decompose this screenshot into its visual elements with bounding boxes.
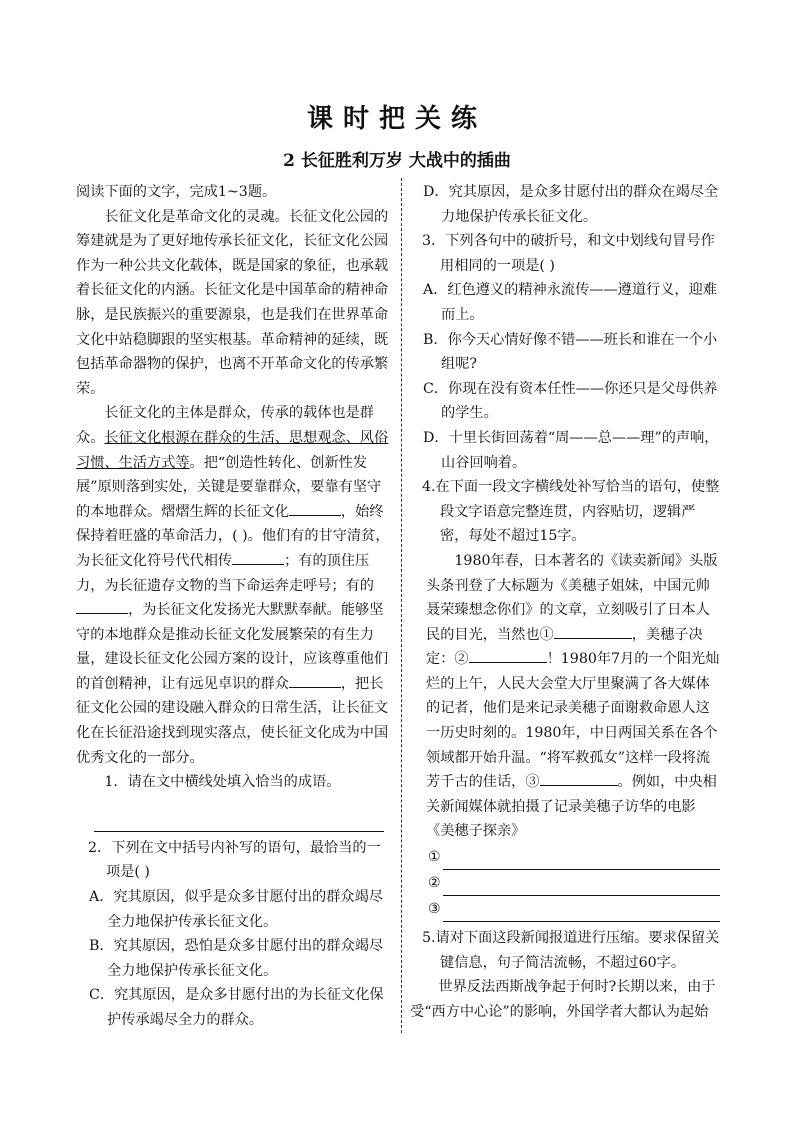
answer-line[interactable] [443,853,720,870]
answer-row-3 [410,896,720,922]
q3-option-d[interactable]: D．十里长街回荡着“周——总——理”的声响，山谷回响着。 [423,429,719,471]
blank-line[interactable] [232,550,284,565]
blank-line[interactable] [469,648,547,663]
q2-option-d[interactable]: D．究其原因，是众多甘愿付出的群众在竭尽全力地保护传承长征文化。 [423,184,719,225]
q4-passage [410,549,720,844]
q4-text-c: ！1980年7月的一个阳光灿烂的上午，人民大会堂大厅里聚满了各大媒体的记者，他们是来记录美穗子面谢救命恩人这一历史时刻的。1980年，中日两国关系在各个领域都开始升温。“将军救孤女”这样一段将流芳千古的佳话，③ [426,651,720,791]
q5-passage: 世界反法西斯战争起于何时?长期以来，由于受“西方中心论”的影响，外国学者大都认为起始 [410,979,716,1020]
passage-paragraph-2 [76,401,392,770]
q2-option-c[interactable]: C．究其原因，是众多甘愿付出的为长征文化保护传承竭尽全力的群众。 [89,987,384,1028]
column-divider [401,178,402,1033]
left-column [76,180,392,1033]
para2-text-e: ，为长征文化发扬光大默默奉献。能够坚守的本地群众是推动长征文化发展繁荣的有生力量，建设长征文化公园方案的设计，应该尊重他们的首创精神，让有远见卓识的群众 [76,602,389,692]
fill-mark-1: ① [428,849,441,866]
question-4: 4.在下面一段文字横线处补写恰当的语句，使整段文字语意完整连贯，内容贴切，逻辑严密，每处不超过15字。 [422,479,720,545]
right-column [410,180,720,1024]
para2-text-a: 长征文化的主体是群众，传承的载体也是群众。 [76,405,374,446]
blank-line[interactable] [289,673,341,688]
page-title: 课时把关练 [306,104,487,134]
answer-line[interactable] [94,795,384,832]
blank-line[interactable] [540,771,618,786]
fill-mark-3: ③ [428,901,441,918]
answer-row-2 [410,870,720,896]
fill-mark-2: ② [428,875,441,892]
lesson-subtitle: 2 长征胜利万岁 大战中的插曲 [283,151,511,171]
para2-text-c: ，始终保持着旺盛的革命活力，( )。他们有的甘守清贫，为长征文化符号代代相传 [76,503,390,569]
q3-option-a[interactable]: A．红色遵义的精神永流传——遵道行义，迎难而上。 [423,282,717,323]
q3-option-b[interactable]: B．你今天心情好像不错——班长和谁在一个小组呢? [423,331,718,373]
blank-line[interactable] [554,624,632,639]
answer-row-1 [410,844,720,870]
q4-text-d: 。例如，中央相关新闻媒体就拍摄了记录美穗子访华的电影《美穗子探亲》 [426,774,717,840]
answer-line[interactable] [443,879,720,896]
q2-option-a[interactable]: A．究其原因，似乎是众多甘愿付出的群众竭尽全力地保护传承长征文化。 [89,889,383,930]
para2-text-d: ；有的顶住压力，为长征遗存文物的当下命运奔走呼号；有的 [76,552,374,594]
answer-line[interactable] [443,905,720,922]
blank-line[interactable] [76,599,128,614]
underlined-sentence: 长征文化根源在群众的生活、思想观念、风俗习惯、生活方式等 [76,429,389,471]
para2-text-f: ，把长征文化公园的建设融入群众的日常生活，让长征文化在长征沿途找到现实落点，使长征文化成为中国优秀文化的一部分。 [76,675,389,766]
question-1: 1．请在文中横线处填入恰当的成语。 [104,774,341,791]
q2-option-b[interactable]: B．究其原因，恐怕是众多甘愿付出的群众竭尽全力地保护传承长征文化。 [89,938,384,979]
q4-text-a: 1980年春，日本著名的《读卖新闻》头版头条刊登了大标题为《美穗子姐妹，中国元帅聂荣臻想念你们》的文章，立刻吸引了日本人民的目光，当然也① [426,552,718,643]
para2-text-b: 。把“创造性转化、创新性发展”原则落到实处，关键是要靠群众，要靠有坚守的本地群众。熠熠生辉的长征文化 [76,454,382,520]
question-5: 5.请对下面这段新闻报道进行压缩。要求保留关键信息，句子简洁流畅，不超过60字。 [422,930,720,971]
blank-line[interactable] [289,501,341,516]
q3-option-c[interactable]: C．你现在没有资本任性——你还只是父母供养的学生。 [423,380,718,422]
question-2: 2．下列在文中括号内补写的语句，最恰当的一项是( ) [88,839,381,881]
passage-paragraph-1: 长征文化是革命文化的灵魂。长征文化公园的筹建就是为了更好地传承长征文化，长征文化公园作为一种公共文化载体，既是国家的象征，也承载着长征文化的内涵。长征文化是中国革命的精神命脉，是民族振兴的重要源泉，也是我们在世界革命文化中站稳脚跟的坚实根基。革命精神的延续，既包括革命器物的保护，也离不开革命文化的传承繁荣。 [76,208,389,397]
reading-intro: 阅读下面的文字，完成1~3题。 [76,184,277,200]
question-3: 3．下列各句中的破折号，和文中划线句冒号作用相同的一项是( ) [422,233,715,274]
q4-text-b: ，美穗子决定：② [426,626,703,668]
